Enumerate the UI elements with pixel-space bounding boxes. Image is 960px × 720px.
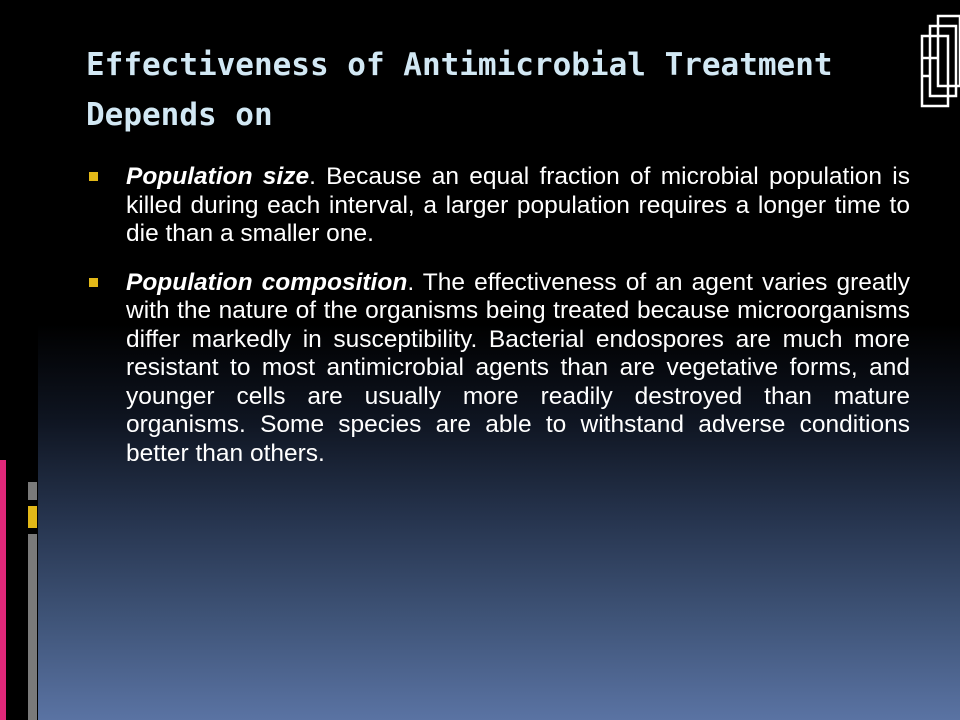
slide-title: Effectiveness of Antimicrobial Treatment Depends on xyxy=(86,47,833,133)
bullet-list xyxy=(86,163,910,488)
bullet-text: . Because an equal fraction of microbial population is killed during each interval, a larger population requires a longer time to die than a smaller one. xyxy=(126,163,910,247)
square-bullet-icon xyxy=(89,278,98,287)
bullet-text: . The effectiveness of an agent varies greatly with the nature of the organisms being treated because microorganisms differ markedly in susceptibility. Bacterial endospores are much more resistant to most antimicrobial agents than are vegetative forms, and younger cells are usually more readily destroyed than mature organisms. Some species are able to withstand adverse conditions better than others. xyxy=(126,268,910,467)
bullet-item-population-composition xyxy=(86,269,910,469)
left-accent-gray-bar xyxy=(28,534,37,720)
bullet-item-population-size xyxy=(86,163,910,249)
left-decorative-strip xyxy=(0,0,38,720)
square-bullet-icon xyxy=(89,172,98,181)
left-accent-pink-bar xyxy=(0,460,6,720)
left-accent-gold-block xyxy=(28,506,37,528)
left-accent-gray-block xyxy=(28,482,37,500)
bullet-term: Population composition xyxy=(126,268,408,296)
corner-document-stack-icon xyxy=(918,12,960,112)
bullet-term: Population size xyxy=(126,163,310,190)
